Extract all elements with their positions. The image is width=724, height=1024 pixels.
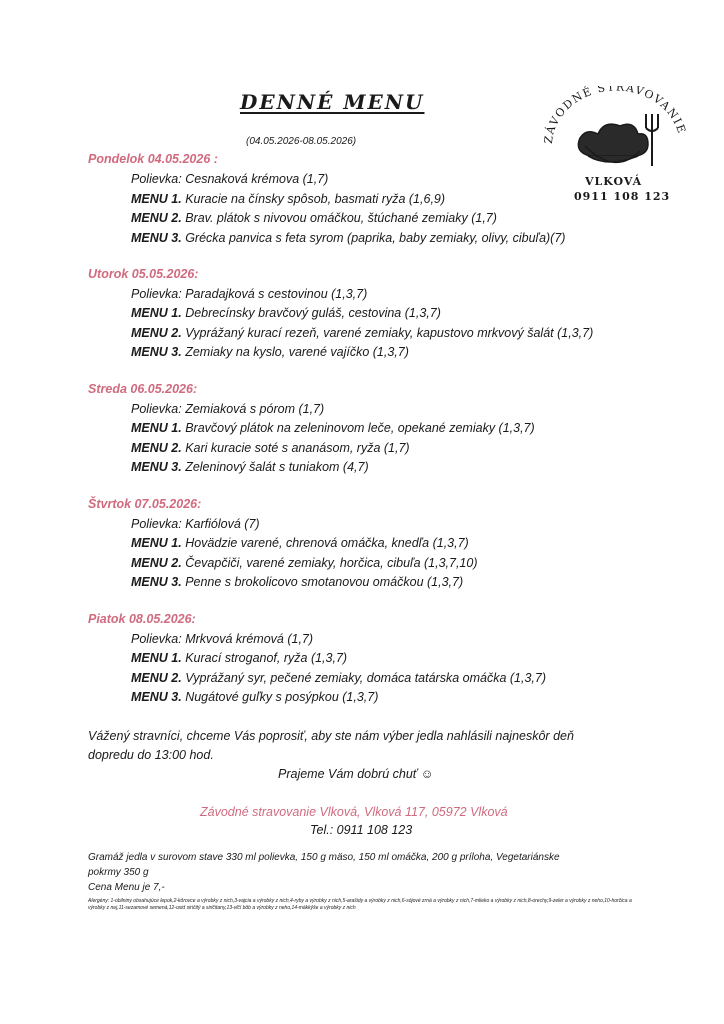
menu-label: MENU 3.: [131, 690, 182, 704]
menu-line: [131, 192, 445, 206]
menu-label: MENU 1.: [131, 192, 182, 206]
address-text: Závodné stravovanie Vlková, Vlková 117, 05972 Vlková: [200, 805, 508, 819]
price-text: Cena Menu je 7,-: [88, 882, 165, 893]
menu-text: Zemiaková s pórom (1,7): [185, 402, 325, 416]
menu-text: Karfiólová (7): [185, 517, 260, 531]
menu-label: Polievka:: [131, 517, 182, 531]
date-range: (04.05.2026-08.05.2026): [246, 136, 357, 147]
menu-line: [131, 172, 328, 186]
smiley-icon: ☺: [420, 767, 434, 781]
menu-line: [131, 345, 409, 359]
allergens-text: Alergény: 1-obilniny obsahujúce lepok,2-kôrovce a výrobky z nich,3-vajcia a výrobky z nich,4-ryby a výrobky z nich,5-arašidy a výrobky z nich,6-sójové zrná a výrobky z nich,7-mlieko a výrobky z nich,8-orechy,9-zeler a výrobky z neho,10-horčica a výrobky z nej,11-sezamové semená,12-oxid siričitý a siričitany,13-vlčí bôb a výrobky z neho,14-mäkkýše a výrobky z nich: [88, 898, 632, 911]
chef-hat-icon: [578, 124, 648, 162]
day-heading: Piatok 08.05.2026:: [88, 612, 196, 626]
menu-label: MENU 1.: [131, 306, 182, 320]
menu-label: Polievka:: [131, 172, 182, 186]
day-heading: Pondelok 04.05.2026 :: [88, 152, 218, 166]
menu-text: Brav. plátok s nivovou omáčkou, štúchané zemiaky (1,7): [185, 211, 497, 225]
menu-line: [131, 575, 463, 589]
page-title: DENNÉ MENU: [240, 90, 425, 114]
menu-text: Kuracie na čínsky spôsob, basmati ryža (1,6,9): [185, 192, 446, 206]
menu-text: Bravčový plátok na zeleninovom leče, opekané zemiaky (1,3,7): [185, 421, 535, 435]
logo-phone: 0911 108 123: [574, 190, 671, 203]
menu-label: MENU 2.: [131, 556, 182, 570]
menu-label: MENU 1.: [131, 536, 182, 550]
menu-text: Hovädzie varené, chrenová omáčka, knedľa (1,3,7): [185, 536, 469, 550]
menu-label: MENU 2.: [131, 441, 182, 455]
notice-text: Vážený stravníci, chceme Vás poprosiť, aby ste nám výber jedla nahlásili najneskôr deň: [88, 729, 574, 743]
company-logo: [540, 86, 690, 206]
wish-text: Prajeme Vám dobrú chuť: [278, 767, 418, 781]
menu-text: Zeleninový šalát s tuniakom (4,7): [185, 460, 369, 474]
menu-line: [131, 441, 410, 455]
menu-line: [131, 326, 593, 340]
menu-line: [131, 402, 324, 416]
menu-text: Čevapčiči, varené zemiaky, horčica, cibuľa (1,3,7,10): [185, 556, 478, 570]
phone-text: Tel.: 0911 108 123: [310, 823, 413, 837]
notice-text: dopredu do 13:00 hod.: [88, 748, 214, 762]
menu-line: [131, 211, 497, 225]
menu-line: [131, 632, 313, 646]
menu-line: [131, 536, 469, 550]
menu-label: MENU 2.: [131, 326, 182, 340]
menu-line: [131, 231, 565, 245]
menu-text: Kurací stroganof, ryža (1,3,7): [185, 651, 348, 665]
logo-graphic: [540, 86, 690, 206]
menu-text: Vyprážaný kurací rezeň, varené zemiaky, kapustovo mrkvový šalát (1,3,7): [185, 326, 594, 340]
menu-line: [131, 517, 260, 531]
menu-line: [131, 556, 478, 570]
menu-line: [131, 306, 441, 320]
day-heading: Štvrtok 07.05.2026:: [88, 497, 202, 511]
menu-text: Grécka panvica s feta syrom (paprika, baby zemiaky, olivy, cibuľa)(7): [185, 231, 566, 245]
menu-line: [131, 460, 369, 474]
weights-text: Gramáž jedla v surovom stave 330 ml polievka, 150 g mäso, 150 ml omáčka, 200 g príloha, Vegetariánske: [88, 852, 560, 863]
menu-label: MENU 1.: [131, 421, 182, 435]
logo-name: VLKOVÁ: [585, 175, 643, 188]
menu-text: Paradajková s cestovinou (1,3,7): [185, 287, 368, 301]
wish-line: [278, 767, 433, 781]
menu-text: Zemiaky na kyslo, varené vajíčko (1,3,7): [185, 345, 409, 359]
menu-text: Debrecínsky bravčový guláš, cestovina (1,3,7): [185, 306, 441, 320]
svg-text:ZÁVODNÉ STRAVOVANIE: ZÁVODNÉ STRAVOVANIE: [541, 86, 689, 145]
menu-label: MENU 2.: [131, 211, 182, 225]
menu-text: Cesnaková krémova (1,7): [185, 172, 329, 186]
menu-text: Vyprážaný syr, pečené zemiaky, domáca tatárska omáčka (1,3,7): [185, 671, 547, 685]
menu-label: Polievka:: [131, 632, 182, 646]
day-heading: Streda 06.05.2026:: [88, 382, 198, 396]
menu-line: [131, 690, 378, 704]
weights-text: pokrmy 350 g: [88, 867, 149, 878]
menu-text: Mrkvová krémová (1,7): [185, 632, 314, 646]
menu-label: Polievka:: [131, 402, 182, 416]
menu-text: Kari kuracie soté s ananásom, ryža (1,7): [185, 441, 410, 455]
menu-line: [131, 671, 546, 685]
menu-label: MENU 1.: [131, 651, 182, 665]
menu-line: [131, 421, 535, 435]
menu-text: Nugátové guľky s posýpkou (1,3,7): [185, 690, 379, 704]
menu-label: MENU 3.: [131, 345, 182, 359]
menu-label: MENU 3.: [131, 231, 182, 245]
menu-line: [131, 651, 347, 665]
menu-label: MENU 2.: [131, 671, 182, 685]
menu-label: MENU 3.: [131, 460, 182, 474]
menu-text: Penne s brokolicovo smotanovou omáčkou (1,3,7): [185, 575, 464, 589]
menu-line: [131, 287, 367, 301]
day-heading: Utorok 05.05.2026:: [88, 267, 199, 281]
menu-label: Polievka:: [131, 287, 182, 301]
menu-label: MENU 3.: [131, 575, 182, 589]
